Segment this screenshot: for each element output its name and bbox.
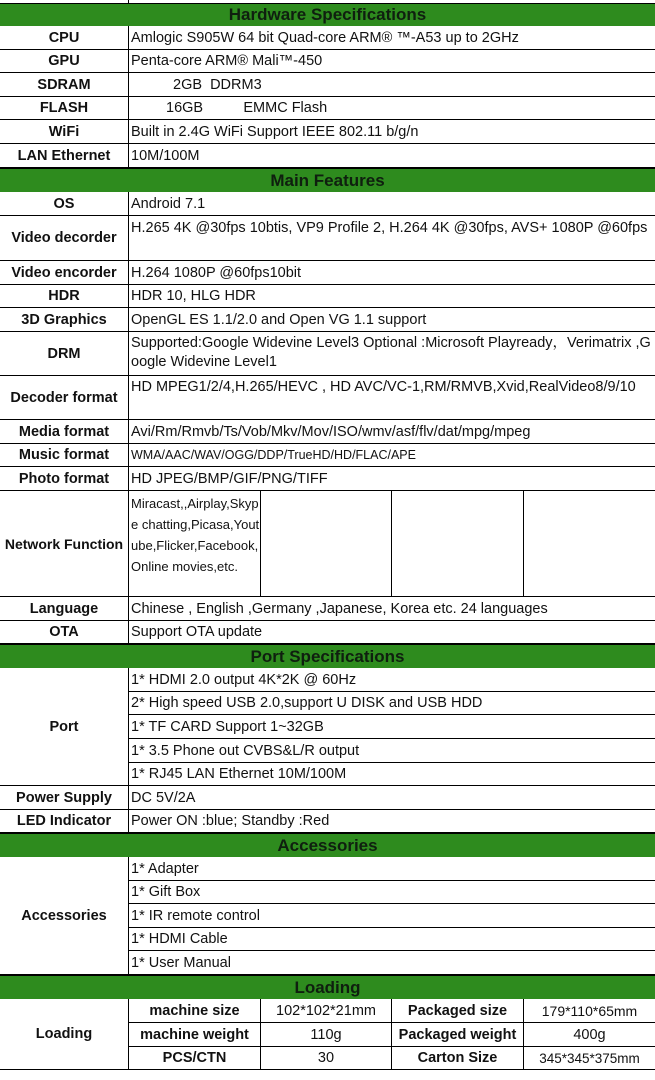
loading-value: 30 bbox=[261, 1047, 392, 1070]
spec-label: OTA bbox=[0, 621, 129, 644]
accessory-item: 1* User Manual bbox=[129, 951, 655, 975]
loading-value: 102*102*21mm bbox=[261, 999, 392, 1023]
loading-key: machine weight bbox=[129, 1023, 261, 1047]
spec-value: Built in 2.4G WiFi Support IEEE 802.11 b/g/n bbox=[129, 120, 655, 144]
loading-key: Packaged weight bbox=[392, 1023, 524, 1047]
spec-value: 2GB DDRM3 bbox=[129, 73, 655, 97]
section-header-features: Main Features bbox=[0, 168, 655, 192]
spec-label: LED Indicator bbox=[0, 810, 129, 833]
spec-value: Power ON :blue; Standby :Red bbox=[129, 810, 655, 833]
loading-value: 110g bbox=[261, 1023, 392, 1047]
empty-cell bbox=[392, 491, 524, 597]
port-item: 1* HDMI 2.0 output 4K*2K @ 60Hz bbox=[129, 668, 655, 692]
spec-label: FLASH bbox=[0, 97, 129, 120]
empty-cell bbox=[524, 491, 655, 597]
accessory-item: 1* IR remote control bbox=[129, 904, 655, 928]
spec-label: Media format bbox=[0, 420, 129, 444]
spec-label: Decoder format bbox=[0, 376, 129, 420]
spec-value: HD JPEG/BMP/GIF/PNG/TIFF bbox=[129, 467, 655, 491]
loading-key: machine size bbox=[129, 999, 261, 1023]
port-item: 1* RJ45 LAN Ethernet 10M/100M bbox=[129, 763, 655, 786]
spec-value: Amlogic S905W 64 bit Quad-core ARM® ™-A53 up to 2GHz bbox=[129, 26, 655, 50]
spec-value: HD MPEG1/2/4,H.265/HEVC , HD AVC/VC-1,RM/RMVB,Xvid,RealVideo8/9/10 bbox=[129, 376, 655, 420]
spec-label: Accessories bbox=[0, 857, 129, 975]
spec-value: Android 7.1 bbox=[129, 192, 655, 216]
spec-label: OS bbox=[0, 192, 129, 216]
spec-label: Port bbox=[0, 668, 129, 786]
empty-cell bbox=[261, 491, 392, 597]
loading-key: Carton Size bbox=[392, 1047, 524, 1070]
accessory-item: 1* Adapter bbox=[129, 857, 655, 881]
section-header-loading: Loading bbox=[0, 975, 655, 999]
loading-key: Packaged size bbox=[392, 999, 524, 1023]
accessory-item: 1* Gift Box bbox=[129, 881, 655, 904]
spec-value: 10M/100M bbox=[129, 144, 655, 168]
spec-value: DC 5V/2A bbox=[129, 786, 655, 810]
spec-label: Video decorder bbox=[0, 216, 129, 261]
loading-value: 179*110*65mm bbox=[524, 999, 655, 1023]
loading-key: PCS/CTN bbox=[129, 1047, 261, 1070]
section-header-hardware: Hardware Specifications bbox=[0, 3, 655, 26]
loading-value: 345*345*375mm bbox=[524, 1047, 655, 1070]
spec-value: HDR 10, HLG HDR bbox=[129, 285, 655, 308]
section-header-ports: Port Specifications bbox=[0, 644, 655, 668]
spec-value: H.264 1080P @60fps10bit bbox=[129, 261, 655, 285]
spec-value: OpenGL ES 1.1/2.0 and Open VG 1.1 support bbox=[129, 308, 655, 332]
section-header-accessories: Accessories bbox=[0, 833, 655, 857]
spec-label: Music format bbox=[0, 444, 129, 467]
spec-label: Photo format bbox=[0, 467, 129, 491]
spec-value: H.265 4K @30fps 10btis, VP9 Profile 2, H.264 4K @30fps, AVS+ 1080P @60fps bbox=[129, 216, 655, 261]
accessory-item: 1* HDMI Cable bbox=[129, 928, 655, 951]
spec-label: HDR bbox=[0, 285, 129, 308]
spec-value: Penta-core ARM® Mali™-450 bbox=[129, 50, 655, 73]
spec-value: Supported:Google Widevine Level3 Optional :Microsoft Playready，Verimatrix ,Google Widevine Level1 bbox=[129, 332, 655, 376]
spec-label: CPU bbox=[0, 26, 129, 50]
spec-value: Avi/Rm/Rmvb/Ts/Vob/Mkv/Mov/ISO/wmv/asf/flv/dat/mpg/mpeg bbox=[129, 420, 655, 444]
spec-label: WiFi bbox=[0, 120, 129, 144]
spec-label: Loading bbox=[0, 999, 129, 1070]
spec-label: DRM bbox=[0, 332, 129, 376]
spec-label: SDRAM bbox=[0, 73, 129, 97]
spec-value: Miracast,,Airplay,Skype chatting,Picasa,Youtube,Flicker,Facebook,Online movies,etc. bbox=[129, 491, 261, 597]
spec-label: GPU bbox=[0, 50, 129, 73]
spec-label: 3D Graphics bbox=[0, 308, 129, 332]
spec-label: Language bbox=[0, 597, 129, 621]
spec-value: 16GB EMMC Flash bbox=[129, 97, 655, 120]
spec-value: Support OTA update bbox=[129, 621, 655, 644]
port-item: 1* 3.5 Phone out CVBS&L/R output bbox=[129, 739, 655, 763]
loading-value: 400g bbox=[524, 1023, 655, 1047]
port-item: 2* High speed USB 2.0,support U DISK and USB HDD bbox=[129, 692, 655, 715]
spec-label: Network Function bbox=[0, 491, 129, 597]
spec-value: WMA/AAC/WAV/OGG/DDP/TrueHD/HD/FLAC/APE bbox=[129, 444, 655, 467]
spec-label: Video encorder bbox=[0, 261, 129, 285]
port-item: 1* TF CARD Support 1~32GB bbox=[129, 715, 655, 739]
spec-value: Chinese , English ,Germany ,Japanese, Korea etc. 24 languages bbox=[129, 597, 655, 621]
spec-label: Power Supply bbox=[0, 786, 129, 810]
spec-label: LAN Ethernet bbox=[0, 144, 129, 168]
